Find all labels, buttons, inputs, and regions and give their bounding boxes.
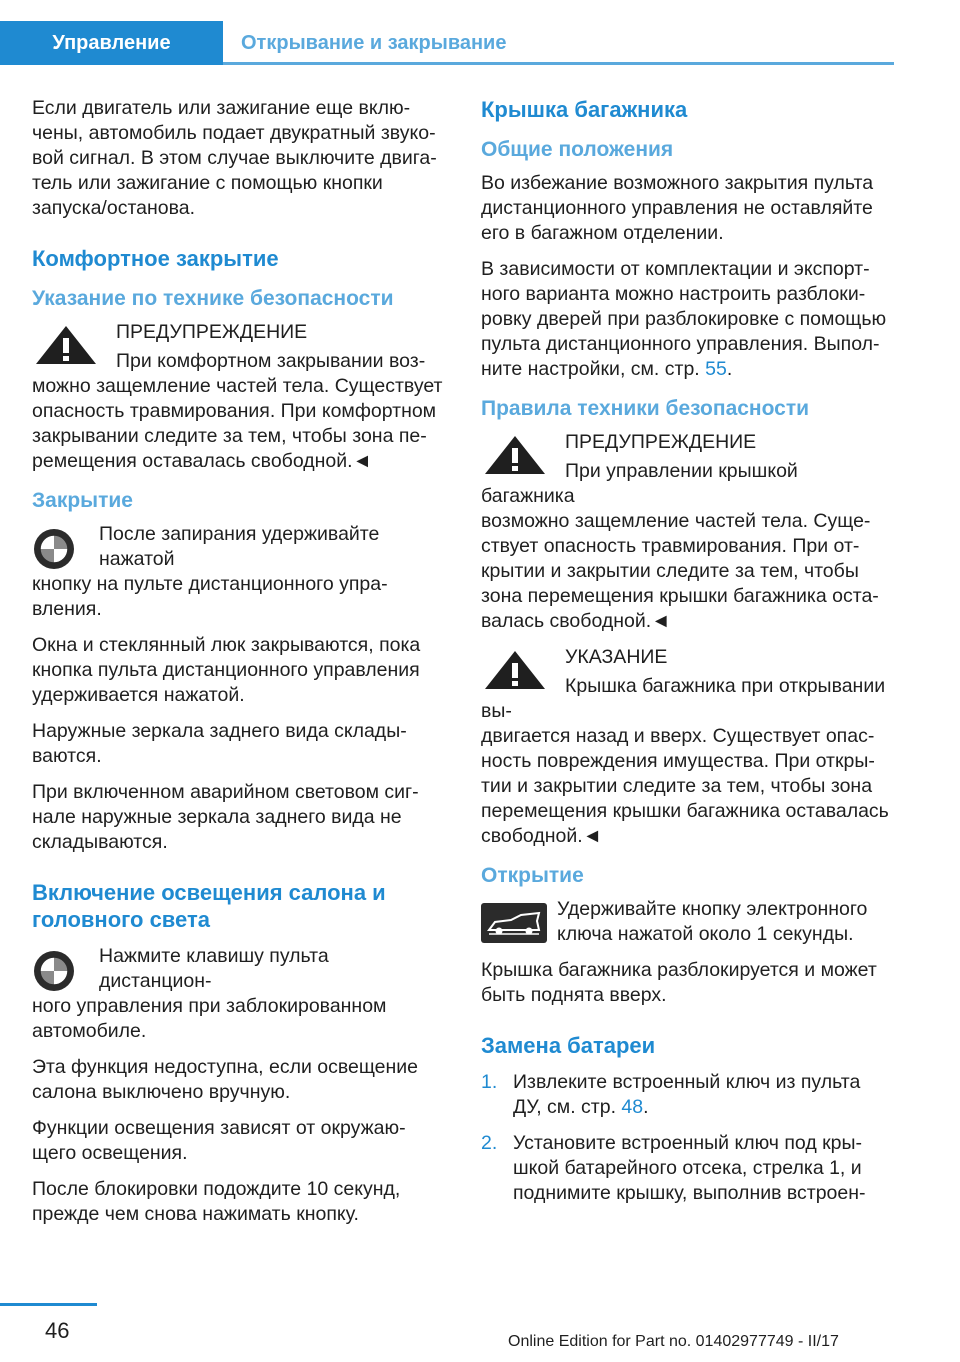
trunk-open-icon <box>481 903 547 943</box>
opening-text: Удерживайте кнопку электронного ключа нажатой около 1 секунды. <box>557 898 868 945</box>
windows-paragraph: Окна и стеклянный люк закрываются, пока кнопка пульта дистанционного управления удерживается нажатой. <box>32 634 421 706</box>
safety-rules-heading: Правила техники безопасности <box>481 397 810 420</box>
lights-heading: Включение освещения салона и головного света <box>32 880 386 932</box>
safety-note-heading: Указание по технике безопасности <box>32 287 394 310</box>
general-paragraph-2-end: . <box>726 358 733 380</box>
notice-label: УКАЗАНИЕ <box>565 646 668 668</box>
comfort-closing-heading: Комфортное закрытие <box>32 246 279 271</box>
warning-label: ПРЕДУПРЕЖДЕНИЕ <box>565 431 757 453</box>
closing-key-text: После запирания удерживайте нажатой кнопку на пульте дистанционного упра- вления. <box>32 523 388 620</box>
closing-key-block <box>32 522 446 622</box>
warning-block <box>481 430 895 634</box>
unavailable-paragraph: Эта функция недоступна, если освещение салона выключено вручную. <box>32 1056 419 1103</box>
warning-text: При управлении крышкой багажника возможно защемление частей тела. Суще- ствует опасность травмирования. При от- крытии и закрытии следите за тем, чтобы зона перемещения крышки багажника оста- валась свободной.◄ <box>481 460 879 632</box>
page-link-55[interactable]: 55 <box>705 358 727 380</box>
step-number: 2. <box>481 1132 498 1154</box>
battery-heading: Замена батареи <box>481 1033 656 1058</box>
step-text: Извлеките встроенный ключ из пульта ДУ, см. стр. <box>513 1071 861 1118</box>
unlock-paragraph: Крышка багажника разблокируется и может быть поднята вверх. <box>481 959 877 1006</box>
hazard-paragraph: При включенном аварийном световом сиг- нале наружные зеркала заднего вида не складываются. <box>32 781 419 853</box>
warning-triangle-icon <box>32 323 100 367</box>
opening-key-block <box>481 897 895 947</box>
bmw-logo-icon <box>33 950 75 992</box>
warning-triangle-icon <box>481 433 549 477</box>
warning-block <box>32 320 446 474</box>
tab-opening-closing: Открывание и закрывание <box>223 21 894 65</box>
edition-note: Online Edition for Part no. 01402977749 - II/17 <box>508 1333 839 1350</box>
notice-block <box>481 645 895 849</box>
warning-text: При комфортном закрывании воз- можно защемление частей тела. Существует опасность травмирования. При комфортном закрывании следите за тем, чтобы зона пе- ремещения оставалась свободной.◄ <box>32 350 443 472</box>
trunk-lid-heading: Крышка багажника <box>481 97 688 122</box>
lights-key-text: Нажмите клавишу пульта дистанцион- ного управления при заблокированном автомобиле. <box>32 945 387 1042</box>
header-rule <box>223 62 894 65</box>
step-number: 1. <box>481 1071 498 1093</box>
notice-text: Крышка багажника при открывании вы- двигается назад и вверх. Существует опас- ность повреждения имущества. При откры- тии и закрытии следите за тем, чтобы зона перемещения крышки багажника оставалась свободной.◄ <box>481 675 889 847</box>
intro-paragraph: Если двигатель или зажигание еще вклю- чены, автомобиль подает двукратный звуко- вой сигнал. В этом случае выключите двига- тель или зажигание с помощью кнопки запуска/останова. <box>32 97 437 219</box>
list-item <box>481 1070 895 1120</box>
mirrors-paragraph: Наружные зеркала заднего вида склады- ваются. <box>32 720 407 767</box>
page-header <box>0 0 960 66</box>
ambient-paragraph: Функции освещения зависят от окружаю- щего освещения. <box>32 1117 406 1164</box>
general-paragraph-1: Во избежание возможного закрытия пульта дистанционного управления не оставляйте его в багажном отделении. <box>481 172 874 244</box>
step-text: Установите встроенный ключ под кры- шкой батарейного отсека, стрелка 1, и поднимите крышку, выполнив встроен- <box>513 1132 866 1204</box>
lights-key-block <box>32 944 446 1044</box>
warning-label: ПРЕДУПРЕЖДЕНИЕ <box>116 321 308 343</box>
tab-section-control: Управление <box>0 21 223 65</box>
closing-heading: Закрытие <box>32 489 133 512</box>
warning-triangle-icon <box>481 648 549 692</box>
footer-rule <box>0 1303 97 1306</box>
general-paragraph-2-text: В зависимости от комплектации и экспорт- ного варианта можно настроить разблоки- ровку дверей при разблокировке с помощью пульта дистанционного управления. Выпол- ните настройки, см. стр. <box>481 258 887 380</box>
step-text-end: . <box>643 1096 649 1118</box>
battery-steps <box>481 1070 895 1206</box>
opening-heading: Открытие <box>481 864 584 887</box>
list-item <box>481 1131 895 1206</box>
general-heading: Общие положения <box>481 138 674 161</box>
left-column <box>32 96 446 1238</box>
right-column <box>481 96 895 1217</box>
bmw-logo-icon <box>33 528 75 570</box>
wait-paragraph: После блокировки подождите 10 секунд, прежде чем снова нажимать кнопку. <box>32 1178 401 1225</box>
page-number: 46 <box>45 1318 70 1343</box>
general-paragraph-2 <box>481 257 895 382</box>
page-link-48[interactable]: 48 <box>621 1096 644 1118</box>
